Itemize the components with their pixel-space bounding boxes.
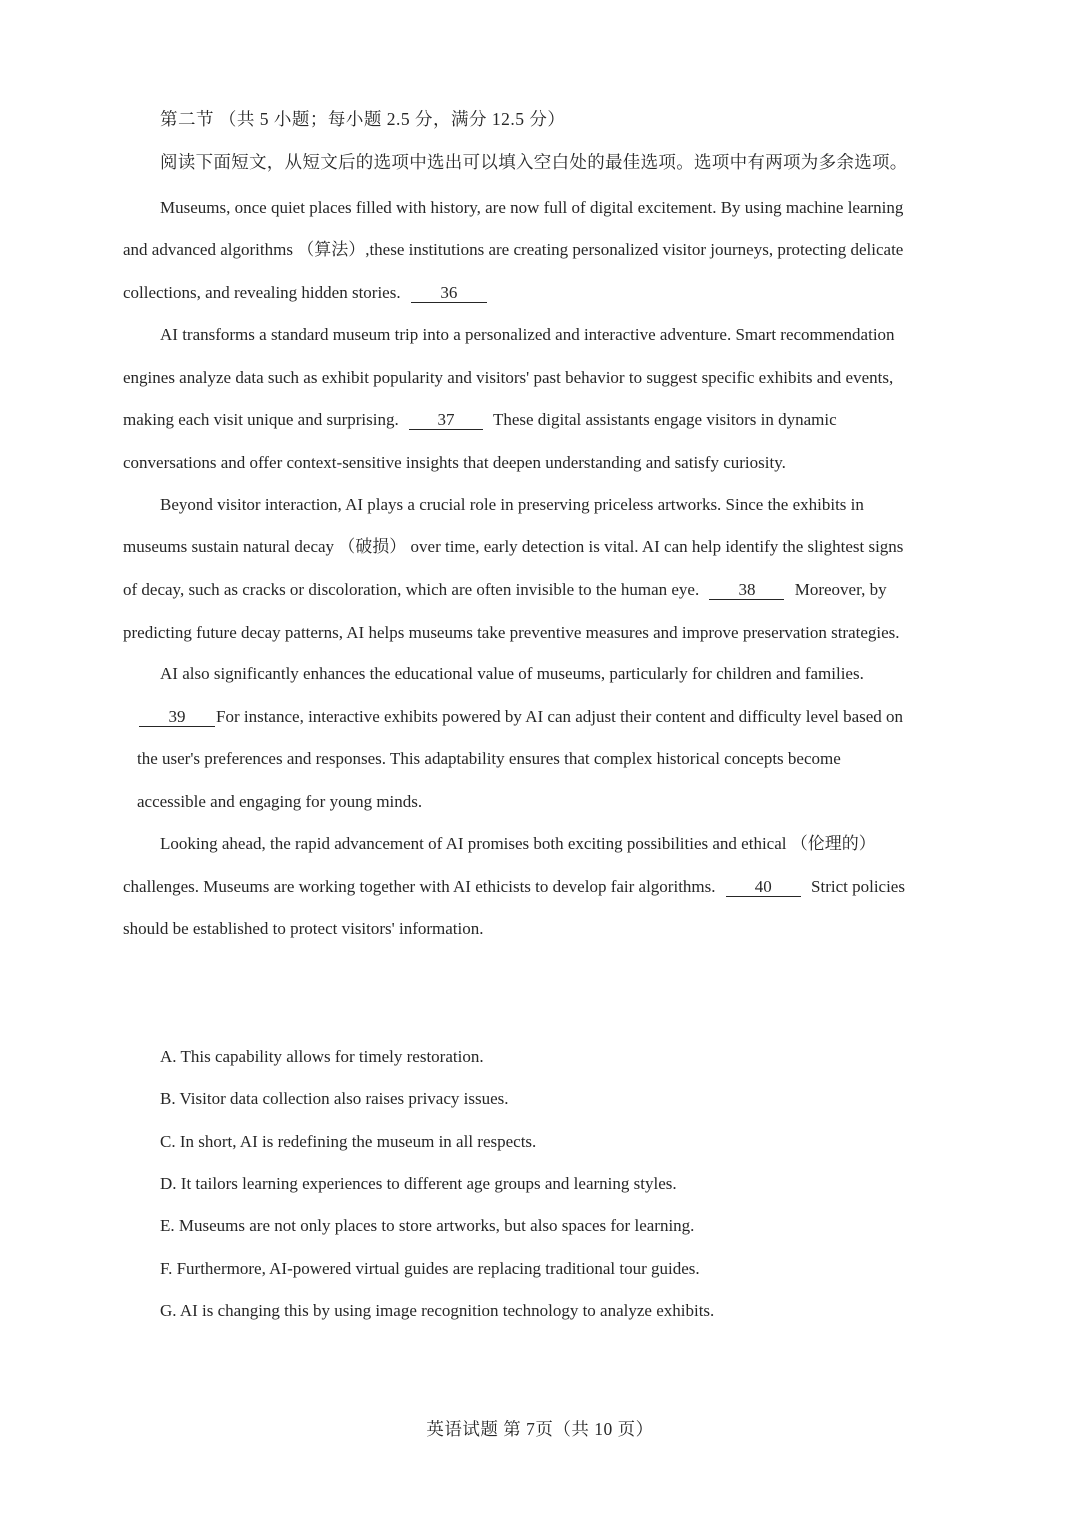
passage-line [137,705,903,729]
page-footer: 英语试题 第 7页（共 10 页） [426,1419,654,1439]
passage-text: of decay, such as cracks or discoloration, which are often invisible to the human eye. [123,580,700,599]
blank-39[interactable]: 39 [139,708,215,727]
passage-line: accessible and engaging for young minds. [137,792,423,811]
passage-line [123,408,837,432]
blank-37[interactable]: 37 [409,411,483,430]
section-heading: 第二节 （共 5 小题；每小题 2.5 分，满分 12.5 分） [160,109,566,129]
passage-line: the user's preferences and responses. This adaptability ensures that complex historical concepts become [137,749,841,768]
blank-38[interactable]: 38 [709,581,784,600]
passage-text: Strict policies [811,877,905,896]
passage-text: These digital assistants engage visitors in dynamic [492,410,837,429]
passage-line: Museums, once quiet places filled with history, are now full of digital excitement. By using machine learning [160,198,904,217]
passage-text: making each visit unique and surprising. [123,410,399,429]
passage-line: AI transforms a standard museum trip into a personalized and interactive adventure. Smart recommendation [160,325,895,344]
section-instructions: 阅读下面短文，从短文后的选项中选出可以填入空白处的最佳选项。选项中有两项为多余选项。 [160,152,908,172]
passage-line [123,281,493,305]
option-c[interactable]: C. In short, AI is redefining the museum in all respects. [160,1132,537,1151]
blank-36[interactable]: 36 [411,284,487,303]
passage-line: and advanced algorithms （算法）,these institutions are creating personalized visitor journeys, protecting delicate [123,240,904,259]
passage-line [123,875,905,899]
passage-line: museums sustain natural decay （破损） over time, early detection is vital. AI can help identify the slightest signs [123,537,904,556]
passage-line: predicting future decay patterns, AI helps museums take preventive measures and improve preservation strategies. [123,623,900,642]
blank-40[interactable]: 40 [726,878,801,897]
passage-line: should be established to protect visitors' information. [123,919,484,938]
passage-text: Moreover, by [794,580,887,599]
passage-line: Looking ahead, the rapid advancement of AI promises both exciting possibilities and ethical （伦理的） [160,834,876,853]
option-d[interactable]: D. It tailors learning experiences to different age groups and learning styles. [160,1174,677,1193]
passage-text: challenges. Museums are working together with AI ethicists to develop fair algorithms. [123,877,716,896]
option-f[interactable]: F. Furthermore, AI-powered virtual guides are replacing traditional tour guides. [160,1259,700,1278]
passage-line: conversations and offer context-sensitive insights that deepen understanding and satisfy curiosity. [123,453,786,472]
passage-line: engines analyze data such as exhibit popularity and visitors' past behavior to suggest specific exhibits and events, [123,368,894,387]
passage-text: For instance, interactive exhibits powered by AI can adjust their content and difficulty level based on [216,707,904,726]
option-g[interactable]: G. AI is changing this by using image recognition technology to analyze exhibits. [160,1301,715,1320]
option-b[interactable]: B. Visitor data collection also raises privacy issues. [160,1089,509,1108]
option-e[interactable]: E. Museums are not only places to store artworks, but also spaces for learning. [160,1216,695,1235]
passage-line: AI also significantly enhances the educational value of museums, particularly for children and families. [160,664,864,683]
passage-line: Beyond visitor interaction, AI plays a crucial role in preserving priceless artworks. Since the exhibits in [160,495,864,514]
passage-line [123,578,887,602]
passage-text: collections, and revealing hidden stories. [123,283,401,302]
option-a[interactable]: A. This capability allows for timely restoration. [160,1047,484,1066]
